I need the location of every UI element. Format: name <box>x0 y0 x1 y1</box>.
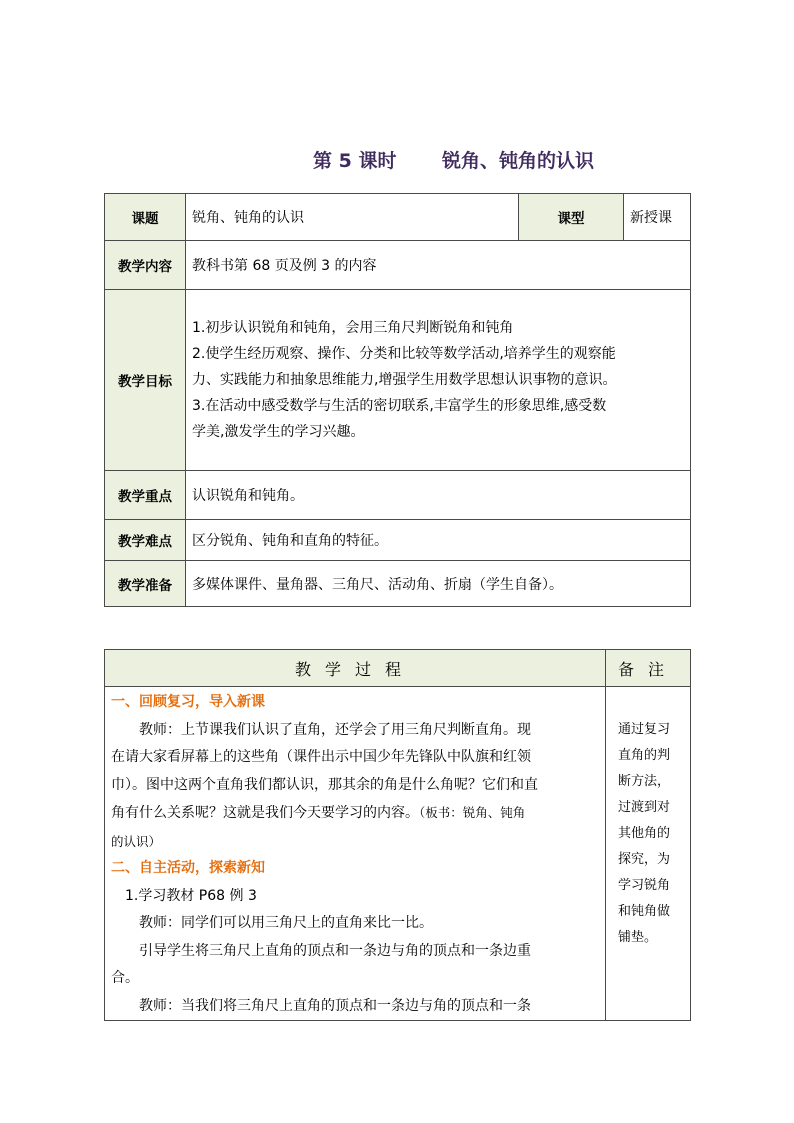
section-1-heading: 一、回顾复习，导入新课 <box>111 694 265 710</box>
content-value: 教科书第 68 页及例 3 的内容 <box>186 241 691 290</box>
side-note <box>606 687 691 1021</box>
note-line: 直角的判 <box>618 748 671 763</box>
paragraph-line: 巾）。图中这两个直角我们都认识，那其余的角是什么角呢？它们和直 <box>111 776 538 793</box>
note-line: 过渡到对 <box>618 800 671 815</box>
lesson-number: 第 5 课时 <box>313 150 397 172</box>
note-line: 学习锐角 <box>618 878 671 893</box>
paragraph-line <box>111 799 599 828</box>
note-line: 其他角的 <box>618 826 671 841</box>
note-line: 通过复习 <box>618 722 671 737</box>
goal-3-line2: 学美,激发学生的学习兴趣。 <box>192 424 365 440</box>
goal-3-line1: 3.在活动中感受数学与生活的密切联系,丰富学生的形象思维,感受数 <box>192 398 607 414</box>
paragraph-line: 在请大家看屏幕上的这些角（课件出示中国少年先锋队中队旗和红领 <box>111 749 531 765</box>
goal-1: 1.初步认识锐角和钝角，会用三角尺判断锐角和钝角 <box>192 320 514 336</box>
difficulty-label: 教学难点 <box>105 520 186 561</box>
key-label: 教学重点 <box>105 471 186 520</box>
note-header: 备注 <box>606 650 691 687</box>
note-line: 和钝角做 <box>618 904 671 919</box>
lesson-topic: 锐角、钝角的认识 <box>442 150 595 172</box>
note-line: 探究，为 <box>618 852 671 867</box>
lesson-info-table <box>104 193 691 607</box>
goals-label: 教学目标 <box>105 290 186 471</box>
type-label: 课型 <box>519 194 624 241</box>
prep-label: 教学准备 <box>105 561 186 607</box>
type-value: 新授课 <box>624 194 691 241</box>
sub-heading: 1.学习教材 P68 例 3 <box>125 887 257 904</box>
note-line: 断方法， <box>618 774 671 789</box>
goal-2-line2: 力、实践能力和抽象思维能力,增强学生用数学思想认识事物的意识。 <box>192 372 617 388</box>
note-line: 铺垫。 <box>618 930 658 945</box>
section-2-heading: 二、自主活动，探索新知 <box>111 860 265 876</box>
paragraph-line: 的认识） <box>111 833 162 849</box>
paragraph-line: 教师：同学们可以用三角尺上的直角来比一比。 <box>139 915 433 931</box>
board-note: （板书：锐角、钝角 <box>419 805 526 820</box>
goal-2-line1: 2.使学生经历观察、操作、分类和比较等数学活动,培养学生的观察能 <box>192 346 616 362</box>
process-header: 教学过程 <box>105 650 606 687</box>
paragraph-line: 教师：上节课我们认识了直角，还学会了用三角尺判断直角。现 <box>139 721 531 738</box>
key-value: 认识锐角和钝角。 <box>186 471 691 520</box>
goals-list <box>186 290 691 471</box>
topic-label: 课题 <box>105 194 186 241</box>
topic-value: 锐角、钝角的认识 <box>186 194 519 241</box>
prep-value: 多媒体课件、量角器、三角尺、活动角、折扇（学生自备）。 <box>186 561 691 607</box>
teaching-process-table <box>104 649 691 1021</box>
difficulty-value: 区分锐角、钝角和直角的特征。 <box>186 520 691 561</box>
process-content <box>105 687 606 1021</box>
content-label: 教学内容 <box>105 241 186 290</box>
page-title <box>0 146 794 174</box>
paragraph-line: 合。 <box>111 970 139 986</box>
paragraph-line: 教师：当我们将三角尺上直角的顶点和一条边与角的顶点和一条 <box>139 997 531 1014</box>
paragraph-text: 角有什么关系呢？这就是我们今天要学习的内容。 <box>111 805 419 821</box>
paragraph-line: 引导学生将三角尺上直角的顶点和一条边与角的顶点和一条边重 <box>139 942 531 959</box>
